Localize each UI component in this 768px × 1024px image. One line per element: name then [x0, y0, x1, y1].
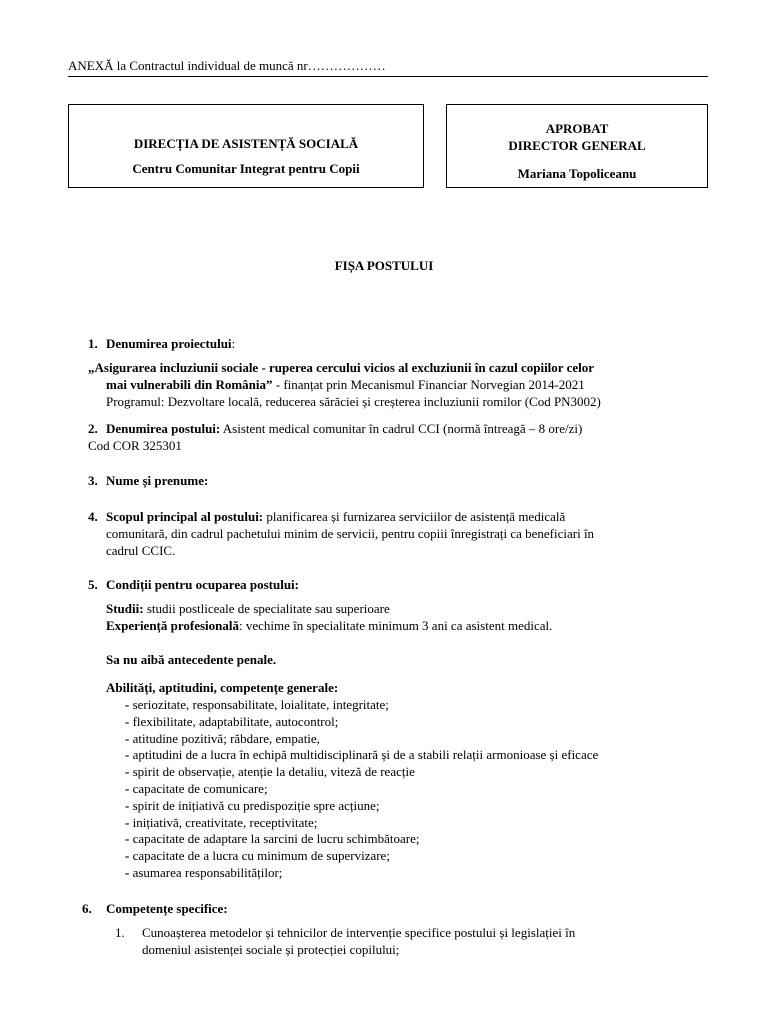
approval-label: APROBAT: [545, 121, 609, 136]
competence-item-line2: domeniul asistenței sociale și protecției copilului;: [142, 942, 400, 957]
competence-item-number: 1.: [115, 925, 125, 940]
ability-item: [125, 831, 420, 847]
ability-item: [125, 815, 317, 831]
bullet-dash: -: [125, 815, 133, 830]
bullet-dash: -: [125, 731, 133, 746]
section-1-number: 1.: [88, 336, 98, 351]
center-name: Centru Comunitar Integrat pentru Copii: [132, 161, 360, 176]
section-6-label: Competențe specifice:: [106, 901, 228, 916]
director-name: Mariana Topoliceanu: [517, 166, 637, 181]
abilities-label: Abilități, aptitudini, competențe generale:: [106, 680, 339, 695]
criminal-record-note: Sa nu aibă antecedente penale.: [106, 652, 277, 667]
section-1-colon: :: [231, 336, 236, 351]
experience-label: Experiență profesională: [106, 618, 240, 633]
section-5-label: Condiții pentru ocuparea postului:: [106, 577, 299, 592]
section-4-label: Scopul principal al postului:: [106, 509, 264, 524]
section-4-line2: comunitară, din cadrul pachetului minim de servicii, pentru copiii înregistrați ca beneficiari în: [106, 526, 595, 541]
bullet-dash: -: [125, 848, 133, 863]
ability-item: [125, 731, 320, 747]
cor-code: Cod COR 325301: [88, 438, 182, 453]
institution-box: [68, 104, 424, 188]
section-3-number: 3.: [88, 473, 98, 488]
ability-text: flexibilitate, adaptabilitate, autocontrol;: [132, 714, 339, 729]
approval-box: [446, 104, 708, 188]
section-1-heading: [106, 336, 712, 352]
studies-label: Studii:: [106, 601, 144, 616]
bullet-dash: -: [125, 831, 133, 846]
section-4-line1: [106, 509, 712, 525]
section-4-text1: planificarea și furnizarea serviciilor de asistență medicală: [263, 509, 566, 524]
ability-text: capacitate de comunicare;: [132, 781, 268, 796]
ability-text: capacitate de adaptare la sarcini de lucru schimbătoare;: [132, 831, 420, 846]
experience-row: [106, 618, 712, 634]
ability-text: capacitate de a lucra cu minimum de supervizare;: [132, 848, 390, 863]
institution-name: DIRECȚIA DE ASISTENȚĂ SOCIALĂ: [133, 136, 359, 151]
project-title-line1: „Asigurarea incluziunii sociale - ruperea cercului vicios al excluziunii în cazul copiilor celor: [88, 360, 594, 375]
ability-text: inițiativă, creativitate, receptivitate;: [132, 815, 318, 830]
section-3-label: Nume și prenume:: [106, 473, 209, 488]
bullet-dash: -: [125, 747, 133, 762]
bullet-dash: -: [125, 798, 133, 813]
section-4-number: 4.: [88, 509, 98, 524]
ability-text: asumarea responsabilităților;: [132, 865, 283, 880]
section-2-heading: [106, 421, 712, 437]
ability-text: atitudine pozitivă; răbdare, empatie,: [132, 731, 320, 746]
experience-value: : vechime în specialitate minimum 3 ani ca asistent medical.: [239, 618, 553, 633]
ability-item: [125, 781, 268, 797]
studies-row: [106, 601, 712, 617]
ability-item: [125, 865, 282, 881]
studies-value: studii postliceale de specialitate sau superioare: [143, 601, 390, 616]
bullet-dash: -: [125, 714, 133, 729]
section-6-number: 6.: [82, 901, 92, 916]
section-2-number: 2.: [88, 421, 98, 436]
ability-text: seriozitate, responsabilitate, loialitate, integritate;: [132, 697, 389, 712]
ability-item: [125, 764, 415, 780]
project-title-line2: [106, 377, 585, 393]
ability-item: [125, 714, 338, 730]
ability-text: spirit de observație, atenție la detaliu, viteză de reacție: [132, 764, 415, 779]
ability-item: [125, 798, 380, 814]
ability-item: [125, 697, 389, 713]
project-program: Programul: Dezvoltare locală, reducerea sărăciei și creșterea incluziunii romilor (Cod PN3002): [106, 394, 601, 409]
ability-item: [125, 848, 390, 864]
section-2-label: Denumirea postului:: [106, 421, 221, 436]
bullet-dash: -: [125, 865, 133, 880]
section-5-number: 5.: [88, 577, 98, 592]
ability-item: [125, 747, 598, 763]
project-funding: - finanțat prin Mecanismul Financiar Norvegian 2014-2021: [272, 377, 585, 392]
ability-text: aptitudini de a lucra în echipă multidisciplinară și de a stabili relații armonioase și eficace: [132, 747, 599, 762]
section-4-line3: cadrul CCIC.: [106, 543, 176, 558]
document-title: FIȘA POSTULUI: [334, 258, 434, 273]
bullet-dash: -: [125, 781, 133, 796]
ability-text: spirit de inițiativă cu predispoziție spre acțiune;: [132, 798, 380, 813]
section-1-label: Denumirea proiectului: [106, 336, 232, 351]
bullet-dash: -: [125, 764, 133, 779]
director-title: DIRECTOR GENERAL: [508, 138, 646, 153]
bullet-dash: -: [125, 697, 133, 712]
job-title-value: Asistent medical comunitar în cadrul CCI (normă întreagă – 8 ore/zi): [220, 421, 583, 436]
project-title-end: mai vulnerabili din România”: [106, 377, 273, 392]
competence-item-line1: Cunoașterea metodelor și tehnicilor de intervenție specifice postului și legislației în: [142, 925, 576, 940]
annex-line: ANEXĂ la Contractul individual de muncă nr………………: [68, 58, 708, 77]
